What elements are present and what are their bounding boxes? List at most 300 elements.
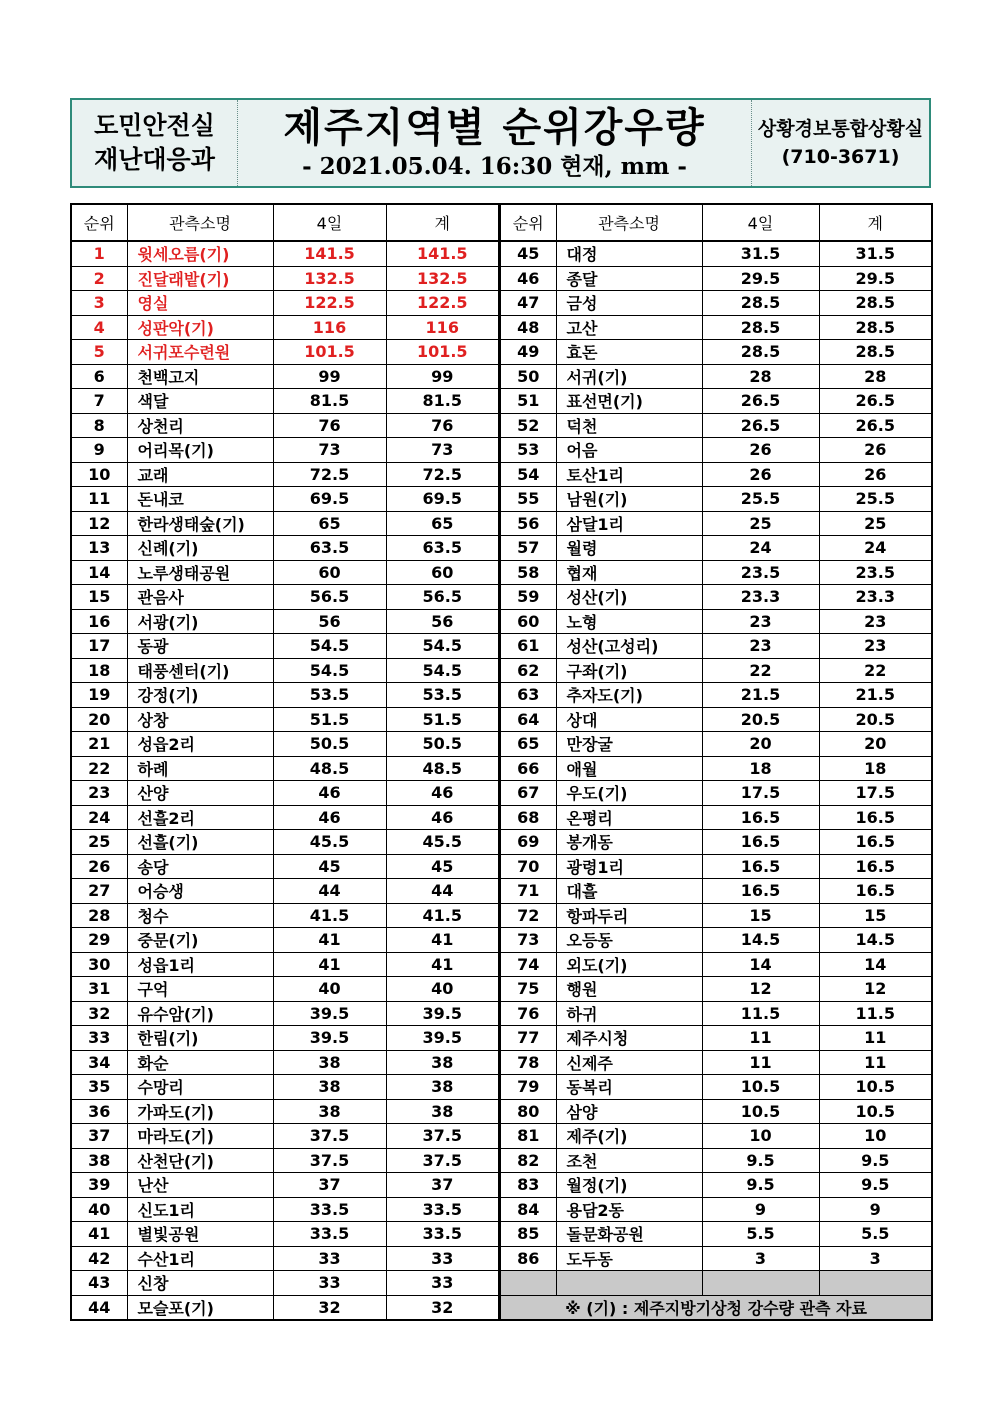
day-rainfall-cell: 23.3 [702, 585, 819, 610]
day-rainfall-cell: 54.5 [273, 634, 386, 659]
station-name-cell: 행원 [556, 977, 702, 1002]
contact-phone: (710-3671) [781, 146, 900, 168]
station-name-cell: 강정(기) [127, 683, 273, 708]
total-rainfall-cell: 16.5 [819, 879, 932, 904]
table-row [71, 487, 499, 512]
station-name-cell: 구억 [127, 977, 273, 1002]
table-row [71, 928, 499, 953]
rank-cell: 74 [500, 952, 556, 977]
day-rainfall-cell: 24 [702, 536, 819, 561]
station-name-cell: 용담2동 [556, 1197, 702, 1222]
station-name-cell: 태풍센터(기) [127, 658, 273, 683]
rank-cell: 67 [500, 781, 556, 806]
table-row [71, 560, 499, 585]
total-rainfall-cell: 76 [386, 413, 499, 438]
rank-cell: 77 [500, 1026, 556, 1051]
table-row [71, 364, 499, 389]
rank-cell: 11 [71, 487, 127, 512]
rank-cell: 34 [71, 1050, 127, 1075]
day-rainfall-cell: 116 [273, 315, 386, 340]
station-name-cell: 금성 [556, 291, 702, 316]
day-rainfall-cell: 9.5 [702, 1148, 819, 1173]
day-rainfall-cell: 15 [702, 903, 819, 928]
report-subtitle: - 2021.05.04. 16:30 현재, mm - [302, 153, 687, 180]
rank-cell: 30 [71, 952, 127, 977]
table-row [71, 1001, 499, 1026]
table-row [71, 683, 499, 708]
station-name-cell: 성읍2리 [127, 732, 273, 757]
total-rainfall-cell: 11 [819, 1050, 932, 1075]
table-row [71, 315, 499, 340]
table-row [71, 1148, 499, 1173]
rank-cell: 50 [500, 364, 556, 389]
total-rainfall-cell: 73 [386, 438, 499, 463]
rank-cell: 83 [500, 1173, 556, 1198]
col-station-header: 관측소명 [127, 204, 273, 241]
station-name-cell: 서광(기) [127, 609, 273, 634]
table-row [500, 291, 932, 316]
day-rainfall-cell: 50.5 [273, 732, 386, 757]
day-rainfall-cell: 38 [273, 1099, 386, 1124]
table-row [500, 977, 932, 1002]
day-rainfall-cell: 28.5 [702, 340, 819, 365]
table-row [71, 1050, 499, 1075]
rank-cell: 62 [500, 658, 556, 683]
station-name-cell: 선흘(기) [127, 830, 273, 855]
total-rainfall-cell: 14 [819, 952, 932, 977]
footnote: ※ (기) : 제주지방기상청 강수량 관측 자료 [500, 1295, 932, 1320]
station-name-cell: 토산1리 [556, 462, 702, 487]
total-rainfall-cell: 54.5 [386, 658, 499, 683]
rank-cell: 68 [500, 805, 556, 830]
station-name-cell: 중문(기) [127, 928, 273, 953]
rank-cell: 19 [71, 683, 127, 708]
rank-cell: 49 [500, 340, 556, 365]
day-rainfall-cell: 23 [702, 609, 819, 634]
day-rainfall-cell: 11 [702, 1026, 819, 1051]
total-rainfall-cell: 25 [819, 511, 932, 536]
table-row [71, 266, 499, 291]
day-rainfall-cell: 18 [702, 756, 819, 781]
rank-cell: 12 [71, 511, 127, 536]
day-rainfall-cell: 41 [273, 952, 386, 977]
day-rainfall-cell: 40 [273, 977, 386, 1002]
day-rainfall-cell: 28.5 [702, 315, 819, 340]
total-rainfall-cell: 46 [386, 781, 499, 806]
rank-cell: 35 [71, 1075, 127, 1100]
table-row [71, 1026, 499, 1051]
total-rainfall-cell: 9.5 [819, 1148, 932, 1173]
rank-cell: 73 [500, 928, 556, 953]
rank-cell: 64 [500, 707, 556, 732]
table-row [71, 511, 499, 536]
table-row [71, 781, 499, 806]
station-name-cell: 항파두리 [556, 903, 702, 928]
station-name-cell: 삼양 [556, 1099, 702, 1124]
table-row [71, 952, 499, 977]
table-header-row [500, 204, 932, 241]
total-rainfall-cell: 32 [386, 1295, 499, 1320]
col-rank-header: 순위 [71, 204, 127, 241]
station-name-cell: 가파도(기) [127, 1099, 273, 1124]
day-rainfall-cell: 60 [273, 560, 386, 585]
table-row [71, 291, 499, 316]
col-total-header: 계 [386, 204, 499, 241]
table-row [500, 634, 932, 659]
total-rainfall-cell: 33 [386, 1246, 499, 1271]
total-rainfall-cell: 37.5 [386, 1148, 499, 1173]
day-rainfall-cell: 39.5 [273, 1026, 386, 1051]
total-rainfall-cell: 28.5 [819, 315, 932, 340]
rank-cell: 28 [71, 903, 127, 928]
table-row [71, 732, 499, 757]
day-rainfall-cell: 37 [273, 1173, 386, 1198]
rank-cell: 80 [500, 1099, 556, 1124]
rank-cell: 37 [71, 1124, 127, 1149]
day-rainfall-cell: 81.5 [273, 389, 386, 414]
table-row [71, 241, 499, 266]
day-rainfall-cell: 33 [273, 1271, 386, 1296]
station-name-cell: 산양 [127, 781, 273, 806]
station-name-cell: 도두동 [556, 1246, 702, 1271]
day-rainfall-cell: 26 [702, 438, 819, 463]
total-rainfall-cell: 16.5 [819, 830, 932, 855]
table-row [500, 536, 932, 561]
rank-cell: 6 [71, 364, 127, 389]
table-row [500, 732, 932, 757]
col-day-header: 4일 [702, 204, 819, 241]
total-rainfall-cell: 46 [386, 805, 499, 830]
rank-cell: 81 [500, 1124, 556, 1149]
total-rainfall-cell: 56 [386, 609, 499, 634]
total-rainfall-cell: 14.5 [819, 928, 932, 953]
table-row [500, 511, 932, 536]
table-row [500, 1222, 932, 1247]
total-rainfall-cell: 26.5 [819, 389, 932, 414]
day-rainfall-cell: 28.5 [702, 291, 819, 316]
station-name-cell: 덕천 [556, 413, 702, 438]
table-row [71, 462, 499, 487]
station-name-cell: 봉개동 [556, 830, 702, 855]
day-rainfall-cell: 21.5 [702, 683, 819, 708]
total-rainfall-cell: 29.5 [819, 266, 932, 291]
rank-cell: 46 [500, 266, 556, 291]
table-row [500, 1050, 932, 1075]
table-row [500, 903, 932, 928]
station-name-cell: 윗세오름(기) [127, 241, 273, 266]
table-header-row [71, 204, 499, 241]
table-row [500, 266, 932, 291]
day-rainfall-cell: 33.5 [273, 1222, 386, 1247]
station-name-cell: 한림(기) [127, 1026, 273, 1051]
total-rainfall-cell: 45.5 [386, 830, 499, 855]
table-row [500, 1026, 932, 1051]
day-rainfall-cell: 33.5 [273, 1197, 386, 1222]
rank-cell: 79 [500, 1075, 556, 1100]
station-name-cell: 대흘 [556, 879, 702, 904]
col-station-header: 관측소명 [556, 204, 702, 241]
day-rainfall-cell: 101.5 [273, 340, 386, 365]
station-name-cell: 성산(고성리) [556, 634, 702, 659]
rank-cell: 72 [500, 903, 556, 928]
table-row [71, 707, 499, 732]
day-rainfall-cell: 26 [702, 462, 819, 487]
rank-cell: 39 [71, 1173, 127, 1198]
rank-cell: 56 [500, 511, 556, 536]
station-name-cell: 외도(기) [556, 952, 702, 977]
rank-cell: 47 [500, 291, 556, 316]
day-rainfall-cell: 31.5 [702, 241, 819, 266]
rank-cell: 20 [71, 707, 127, 732]
total-rainfall-cell: 45 [386, 854, 499, 879]
rank-cell: 15 [71, 585, 127, 610]
day-rainfall-cell: 132.5 [273, 266, 386, 291]
rank-cell: 10 [71, 462, 127, 487]
total-rainfall-cell: 81.5 [386, 389, 499, 414]
rank-cell: 31 [71, 977, 127, 1002]
total-rainfall-cell: 16.5 [819, 854, 932, 879]
day-rainfall-cell: 14 [702, 952, 819, 977]
total-rainfall-cell: 28.5 [819, 291, 932, 316]
rank-cell: 71 [500, 879, 556, 904]
table-row [500, 928, 932, 953]
table-row [500, 340, 932, 365]
rank-cell: 57 [500, 536, 556, 561]
table-row [500, 781, 932, 806]
day-rainfall-cell: 25.5 [702, 487, 819, 512]
station-name-cell: 산천단(기) [127, 1148, 273, 1173]
day-rainfall-cell: 39.5 [273, 1001, 386, 1026]
day-rainfall-cell: 25 [702, 511, 819, 536]
rank-cell: 58 [500, 560, 556, 585]
rank-cell: 38 [71, 1148, 127, 1173]
total-rainfall-cell: 23 [819, 634, 932, 659]
day-rainfall-cell: 17.5 [702, 781, 819, 806]
title-box [238, 100, 752, 186]
total-rainfall-cell: 65 [386, 511, 499, 536]
day-rainfall-cell: 99 [273, 364, 386, 389]
table-row [71, 389, 499, 414]
report-header [70, 98, 931, 188]
total-rainfall-cell: 50.5 [386, 732, 499, 757]
total-rainfall-cell: 122.5 [386, 291, 499, 316]
rank-cell: 5 [71, 340, 127, 365]
rank-cell: 60 [500, 609, 556, 634]
table-row [500, 1001, 932, 1026]
day-rainfall-cell: 45 [273, 854, 386, 879]
day-rainfall-cell: 11 [702, 1050, 819, 1075]
table-row [500, 1099, 932, 1124]
table-row [71, 634, 499, 659]
table-row [500, 413, 932, 438]
day-rainfall-cell: 9 [702, 1197, 819, 1222]
station-name-cell: 화순 [127, 1050, 273, 1075]
table-row [500, 585, 932, 610]
station-name-cell: 월정(기) [556, 1173, 702, 1198]
table-row [500, 1246, 932, 1271]
rank-cell: 70 [500, 854, 556, 879]
total-rainfall-cell: 44 [386, 879, 499, 904]
day-rainfall-cell: 23.5 [702, 560, 819, 585]
total-rainfall-cell: 5.5 [819, 1222, 932, 1247]
department-box [72, 100, 238, 186]
rank-cell: 41 [71, 1222, 127, 1247]
table-row [71, 340, 499, 365]
empty-cell [702, 1271, 819, 1296]
day-rainfall-cell: 76 [273, 413, 386, 438]
table-row [500, 560, 932, 585]
table-row [500, 364, 932, 389]
rank-cell: 82 [500, 1148, 556, 1173]
total-rainfall-cell: 21.5 [819, 683, 932, 708]
rank-cell: 36 [71, 1099, 127, 1124]
station-name-cell: 청수 [127, 903, 273, 928]
rank-cell: 29 [71, 928, 127, 953]
station-name-cell: 성판악(기) [127, 315, 273, 340]
day-rainfall-cell: 12 [702, 977, 819, 1002]
day-rainfall-cell: 44 [273, 879, 386, 904]
table-row [71, 1197, 499, 1222]
day-rainfall-cell: 37.5 [273, 1124, 386, 1149]
empty-cell [556, 1271, 702, 1296]
contact-box [752, 100, 929, 186]
total-rainfall-cell: 24 [819, 536, 932, 561]
total-rainfall-cell: 38 [386, 1099, 499, 1124]
day-rainfall-cell: 38 [273, 1050, 386, 1075]
total-rainfall-cell: 41.5 [386, 903, 499, 928]
day-rainfall-cell: 72.5 [273, 462, 386, 487]
station-name-cell: 선흘2리 [127, 805, 273, 830]
day-rainfall-cell: 14.5 [702, 928, 819, 953]
table-row [500, 462, 932, 487]
col-total-header: 계 [819, 204, 932, 241]
table-row [71, 585, 499, 610]
station-name-cell: 조천 [556, 1148, 702, 1173]
rank-cell: 22 [71, 756, 127, 781]
rank-cell: 84 [500, 1197, 556, 1222]
day-rainfall-cell: 16.5 [702, 805, 819, 830]
rank-cell: 45 [500, 241, 556, 266]
table-row [71, 756, 499, 781]
total-rainfall-cell: 72.5 [386, 462, 499, 487]
day-rainfall-cell: 41 [273, 928, 386, 953]
table-row [71, 879, 499, 904]
total-rainfall-cell: 63.5 [386, 536, 499, 561]
day-rainfall-cell: 122.5 [273, 291, 386, 316]
station-name-cell: 색달 [127, 389, 273, 414]
table-row [500, 707, 932, 732]
total-rainfall-cell: 53.5 [386, 683, 499, 708]
rank-cell: 75 [500, 977, 556, 1002]
empty-cell [500, 1271, 556, 1296]
total-rainfall-cell: 15 [819, 903, 932, 928]
rank-cell: 43 [71, 1271, 127, 1296]
station-name-cell: 진달래밭(기) [127, 266, 273, 291]
total-rainfall-cell: 60 [386, 560, 499, 585]
station-name-cell: 상대 [556, 707, 702, 732]
station-name-cell: 난산 [127, 1173, 273, 1198]
rainfall-table-left [70, 203, 500, 1321]
total-rainfall-cell: 38 [386, 1050, 499, 1075]
station-name-cell: 제주(기) [556, 1124, 702, 1149]
total-rainfall-cell: 20.5 [819, 707, 932, 732]
total-rainfall-cell: 9.5 [819, 1173, 932, 1198]
station-name-cell: 추자도(기) [556, 683, 702, 708]
day-rainfall-cell: 41.5 [273, 903, 386, 928]
station-name-cell: 고산 [556, 315, 702, 340]
station-name-cell: 제주시청 [556, 1026, 702, 1051]
station-name-cell: 노형 [556, 609, 702, 634]
day-rainfall-cell: 20.5 [702, 707, 819, 732]
table-row [500, 1173, 932, 1198]
table-row [71, 413, 499, 438]
rank-cell: 33 [71, 1026, 127, 1051]
day-rainfall-cell: 11.5 [702, 1001, 819, 1026]
day-rainfall-cell: 51.5 [273, 707, 386, 732]
rank-cell: 27 [71, 879, 127, 904]
rainfall-table-right [499, 203, 933, 1321]
station-name-cell: 송당 [127, 854, 273, 879]
station-name-cell: 오등동 [556, 928, 702, 953]
rank-cell: 65 [500, 732, 556, 757]
total-rainfall-cell: 41 [386, 952, 499, 977]
table-row [71, 438, 499, 463]
table-row [500, 487, 932, 512]
station-name-cell: 상창 [127, 707, 273, 732]
table-row [71, 1124, 499, 1149]
day-rainfall-cell: 46 [273, 805, 386, 830]
station-name-cell: 삼달1리 [556, 511, 702, 536]
total-rainfall-cell: 23.3 [819, 585, 932, 610]
contact-office: 상황경보통합상황실 [757, 118, 924, 140]
table-row [500, 1148, 932, 1173]
day-rainfall-cell: 16.5 [702, 879, 819, 904]
day-rainfall-cell: 56.5 [273, 585, 386, 610]
total-rainfall-cell: 69.5 [386, 487, 499, 512]
station-name-cell: 서귀포수련원 [127, 340, 273, 365]
station-name-cell: 수망리 [127, 1075, 273, 1100]
day-rainfall-cell: 48.5 [273, 756, 386, 781]
station-name-cell: 대정 [556, 241, 702, 266]
table-row [500, 683, 932, 708]
table-row [71, 1271, 499, 1296]
total-rainfall-cell: 3 [819, 1246, 932, 1271]
footnote-row [500, 1295, 932, 1320]
station-name-cell: 신제주 [556, 1050, 702, 1075]
day-rainfall-cell: 33 [273, 1246, 386, 1271]
day-rainfall-cell: 26.5 [702, 413, 819, 438]
total-rainfall-cell: 132.5 [386, 266, 499, 291]
rank-cell: 53 [500, 438, 556, 463]
rank-cell: 7 [71, 389, 127, 414]
rank-cell: 42 [71, 1246, 127, 1271]
col-rank-header: 순위 [500, 204, 556, 241]
rank-cell: 18 [71, 658, 127, 683]
report-title: 제주지역별 순위강우량 [283, 105, 706, 151]
table-row [500, 438, 932, 463]
total-rainfall-cell: 11 [819, 1026, 932, 1051]
day-rainfall-cell: 10 [702, 1124, 819, 1149]
rank-cell: 44 [71, 1295, 127, 1320]
table-row [71, 1295, 499, 1320]
total-rainfall-cell: 26 [819, 438, 932, 463]
station-name-cell: 종달 [556, 266, 702, 291]
station-name-cell: 하례 [127, 756, 273, 781]
rank-cell: 26 [71, 854, 127, 879]
day-rainfall-cell: 73 [273, 438, 386, 463]
total-rainfall-cell: 141.5 [386, 241, 499, 266]
day-rainfall-cell: 26.5 [702, 389, 819, 414]
